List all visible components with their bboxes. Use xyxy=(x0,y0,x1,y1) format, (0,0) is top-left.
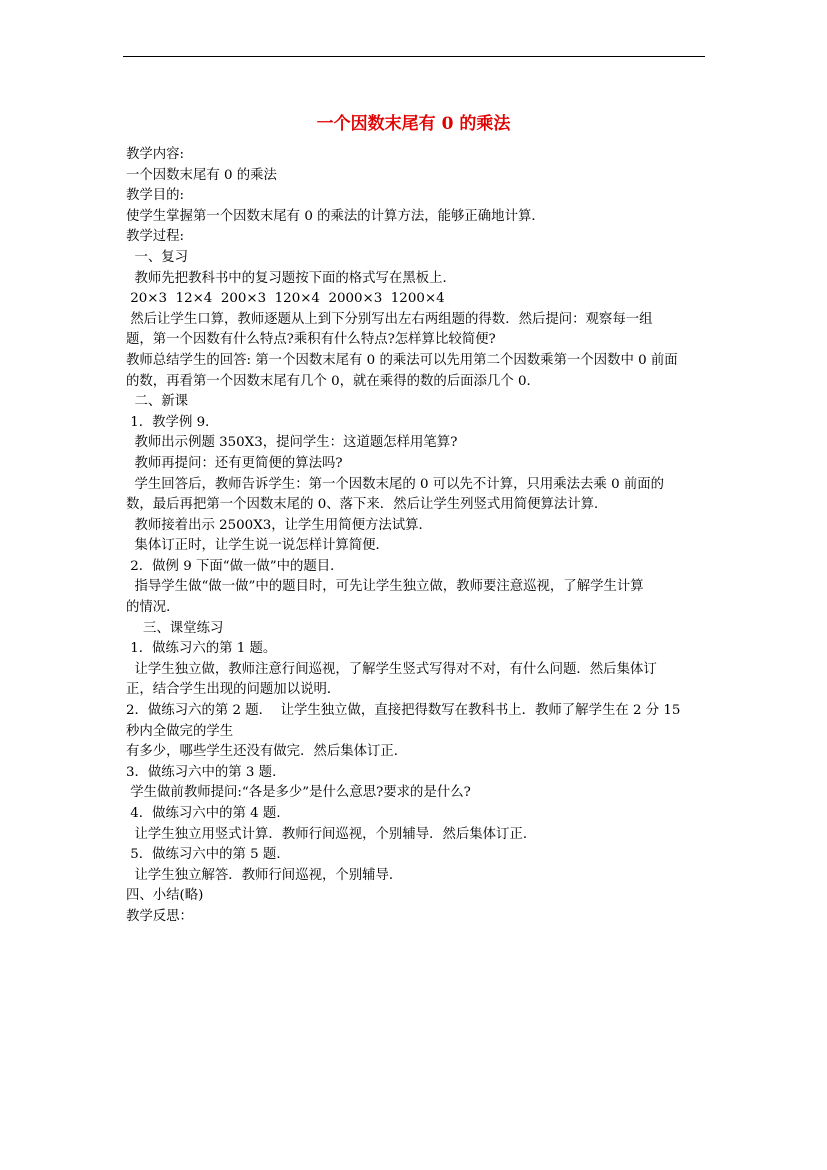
text-line: 三、课堂练习 xyxy=(126,620,224,636)
text-line: 1．教学例 9． xyxy=(126,414,219,430)
header-rule xyxy=(123,56,705,57)
text-line: 有多少，哪些学生还没有做完．然后集体订正． xyxy=(126,744,408,760)
text-line: 使学生掌握第一个因数末尾有 0 的乘法的计算方法，能够正确地计算． xyxy=(126,208,545,224)
text-line: 秒内全做完的学生 xyxy=(126,723,234,739)
text-line: 学生回答后，教师告诉学生：第一个因数末尾的 0 可以先不计算，只用乘法去乘 0 前面的 xyxy=(126,476,665,492)
text-line: 的数，再看第一个因数末尾有几个 0，就在乘得的数的后面添几个 0． xyxy=(126,373,540,389)
text-line: 2．做例 9 下面“做一做”中的题目． xyxy=(126,558,344,574)
text-line: 教学反思： xyxy=(126,908,193,924)
text-line: 学生做前教师提问:“各是多少”是什么意思?要求的是什么? xyxy=(126,785,471,801)
text-line: 一、复习 xyxy=(126,249,189,265)
text-line: 然后让学生口算，教师逐题从上到下分别写出左右两组题的得数．然后提问：观察每一组 xyxy=(126,311,653,327)
text-line: 20×3 12×4 200×3 120×4 2000×3 1200×4 xyxy=(126,291,445,307)
text-line: 指导学生做“做一做”中的题目时，可先让学生独立做，教师要注意巡视，了解学生计算 xyxy=(126,579,644,595)
text-line: 教学过程: xyxy=(126,229,185,245)
text-line: 2．做练习六的第 2 题． 让学生独立做，直接把得数写在教科书上．教师了解学生在 2 分 15 xyxy=(126,703,681,719)
text-line: 题，第一个因数有什么特点?乘积有什么特点?怎样算比较简便? xyxy=(126,332,496,348)
document-body xyxy=(126,145,706,928)
text-line: 让学生独立解答．教师行间巡视，个别辅导． xyxy=(126,867,403,883)
document-title: 一个因数末尾有 0 的乘法 xyxy=(316,114,511,134)
text-line: 教学目的: xyxy=(126,188,185,204)
text-line: 1．做练习六的第 1 题。 xyxy=(126,641,277,657)
text-line: 教师再提问：还有更简便的算法吗? xyxy=(126,455,343,471)
text-line: 教师总结学生的回答: 第一个因数末尾有 0 的乘法可以先用第二个因数乘第一个因数中 0 前面 xyxy=(126,352,678,368)
text-line: 3．做练习六中的第 3 题． xyxy=(126,764,286,780)
text-line: 一个因数末尾有 0 的乘法 xyxy=(126,167,277,183)
text-line: 二、新课 xyxy=(126,394,189,410)
text-line: 教师出示例题 350X3，提问学生：这道题怎样用笔算? xyxy=(126,435,458,451)
text-line: 的情况． xyxy=(126,600,180,616)
text-line: 正，结合学生出现的问题加以说明． xyxy=(126,682,341,698)
text-line: 让学生独立做，教师注意行间巡视，了解学生竖式写得对不对，有什么问题．然后集体订 xyxy=(126,661,657,677)
text-line: 让学生独立用竖式计算．教师行间巡视，个别辅导．然后集体订正． xyxy=(126,826,537,842)
text-line: 集体订正时，让学生说一说怎样计算简便． xyxy=(126,538,389,554)
text-line: 4．做练习六中的第 4 题． xyxy=(126,806,290,821)
text-line: 5．做练习六中的第 5 题． xyxy=(126,847,290,863)
text-line: 教师先把教科书中的复习题按下面的格式写在黑板上． xyxy=(126,270,456,286)
text-line: 教学内容: xyxy=(126,147,185,162)
text-line: 数，最后再把第一个因数末尾的 0、落下来．然后让学生列竖式用简便算法计算． xyxy=(126,497,608,513)
text-line: 四、小结(略) xyxy=(126,888,204,904)
text-line: 教师接着出示 2500X3，让学生用简便方法试算． xyxy=(126,517,432,533)
